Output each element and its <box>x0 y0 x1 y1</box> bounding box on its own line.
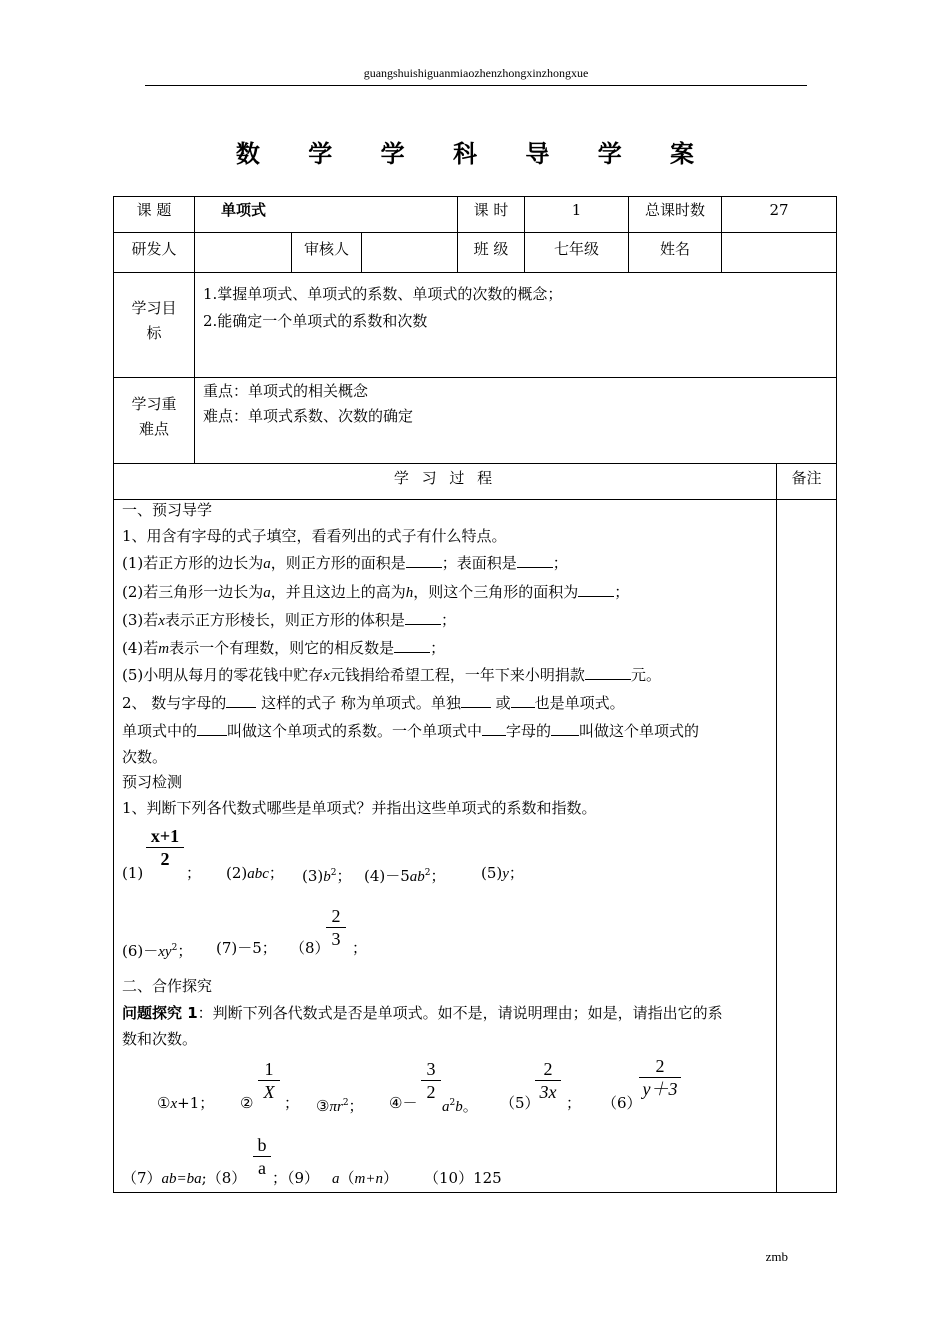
check-item-2: (2)abc； <box>226 864 284 882</box>
topic-label: 课 题 <box>136 201 172 219</box>
key-line-2: 难点：单项式系数、次数的确定 <box>203 407 414 425</box>
topic-value: 单项式 <box>221 201 267 219</box>
total-periods-value: 27 <box>769 201 789 219</box>
check-item-4: $(4)-5ab^2$； <box>364 867 446 885</box>
goals-label-1: 学习目 <box>131 299 177 317</box>
preview-q3: 单项式中的 叫做这个单项式的系数。一个单项式中 字母的 叫做这个单项式的 <box>122 722 700 740</box>
fraction-2-over-y-plus-3: 2 y＋3 <box>639 1056 681 1099</box>
preview-q2: 2、 数与字母的 这样的式子 称为单项式。单独 或 也是单项式。 <box>122 694 625 712</box>
fraction-b-over-a: b a <box>253 1135 271 1178</box>
check-sep-1: ； <box>186 864 202 882</box>
check-question: 1、判断下列各代数式哪些是单项式？并指出这些单项式的系数和指数。 <box>122 799 597 817</box>
coop-sep-2: ； <box>284 1094 300 1112</box>
preview-heading: 一、预习导学 <box>122 501 213 519</box>
fraction-2-over-3x: 2 3x <box>535 1059 561 1102</box>
class-value: 七年级 <box>553 240 599 258</box>
preview-item-1: (1)若正方形的边长为a，则正方形的面积是 ；表面积是 ； <box>122 554 568 572</box>
key-label-1: 学习重 <box>131 395 177 413</box>
period-label: 课 时 <box>473 201 509 219</box>
check-item-1-label: (1) <box>122 864 144 882</box>
check-heading: 预习检测 <box>122 773 183 791</box>
preview-q3-cont: 次数。 <box>122 748 168 766</box>
page-title: 数 学 学 科 导 学 案 <box>235 140 715 168</box>
check-item-5: (5)y； <box>481 864 524 882</box>
coop-expr-6-label: （6） <box>602 1094 642 1112</box>
fraction-2-over-3: 2 3 <box>326 906 346 949</box>
coop-expr-5-label: （5） <box>500 1094 540 1112</box>
check-item-8-label: （8） <box>290 939 330 957</box>
preview-q1: 1、用含有字母的式子填空，看看列出的式子有什么特点。 <box>122 527 507 545</box>
coop-expr-9: a（m+n） <box>332 1169 398 1187</box>
name-label: 姓名 <box>659 240 690 258</box>
fraction-1-over-X: 1 X <box>258 1059 280 1102</box>
notes-header: 备注 <box>791 469 822 487</box>
preview-item-5: (5)小明从每月的零花钱中贮存x元钱捐给希望工程，一年下来小明捐款 元。 <box>122 666 661 684</box>
coop-expr-3: $③\pi r^2$； <box>316 1097 364 1115</box>
page-header: guangshuishiguanmiaozhenzhongxinzhongxue <box>363 66 589 80</box>
class-label: 班 级 <box>473 240 509 258</box>
coop-heading: 二、合作探究 <box>122 977 213 995</box>
preview-item-4: (4)若m表示一个有理数，则它的相反数是 ； <box>122 639 446 657</box>
coop-expr-7: （7）ab=ba;（8） <box>122 1169 247 1187</box>
reviewer-label: 审核人 <box>303 240 349 258</box>
goals-label-2: 标 <box>146 324 162 342</box>
check-item-6: $(6)-xy^2$； <box>122 942 193 960</box>
check-item-3: $(3)b^2$； <box>302 867 352 885</box>
key-line-1: 重点：单项式的相关概念 <box>203 382 369 400</box>
check-item-7: (7)－5； <box>216 939 277 957</box>
coop-question-cont: 数和次数。 <box>122 1030 198 1048</box>
total-periods-label: 总课时数 <box>644 201 705 219</box>
author-label: 研发人 <box>131 240 177 258</box>
preview-item-2: (2)若三角形一边长为a，并且这边上的高为h，则这个三角形的面积为 ； <box>122 583 630 601</box>
coop-expr-2-label: ② <box>240 1094 254 1112</box>
coop-expr-1: ①x+1； <box>157 1094 215 1112</box>
preview-item-3: (3)若x表示正方形棱长，则正方形的体积是 ； <box>122 611 456 629</box>
period-value: 1 <box>571 201 582 219</box>
coop-sep-5: ； <box>566 1094 582 1112</box>
page-footer: zmb <box>765 1249 788 1264</box>
coop-expr-10: （10）125 <box>424 1169 502 1187</box>
goal-line-1: 1.掌握单项式、单项式的系数、单项式的次数的概念； <box>203 285 563 303</box>
fraction-x-plus-1-over-2: x+1 2 <box>146 826 184 869</box>
coop-expr-9-label: ；（9） <box>272 1169 320 1187</box>
coop-expr-4-rest: $a^2b$。 <box>442 1097 478 1115</box>
goal-line-2: 2.能确定一个单项式的系数和次数 <box>203 312 428 330</box>
process-header: 学 习 过 程 <box>393 469 497 487</box>
coop-question: 问题探究 1：判断下列各代数式是否是单项式。如不是，请说明理由；如是，请指出它的系 <box>122 1004 723 1022</box>
header-rule <box>145 85 807 86</box>
key-label-2: 难点 <box>138 420 169 438</box>
check-sep-8: ； <box>352 939 368 957</box>
fraction-3-over-2: 3 2 <box>421 1059 441 1102</box>
coop-expr-4-label: ④－ <box>389 1094 418 1112</box>
